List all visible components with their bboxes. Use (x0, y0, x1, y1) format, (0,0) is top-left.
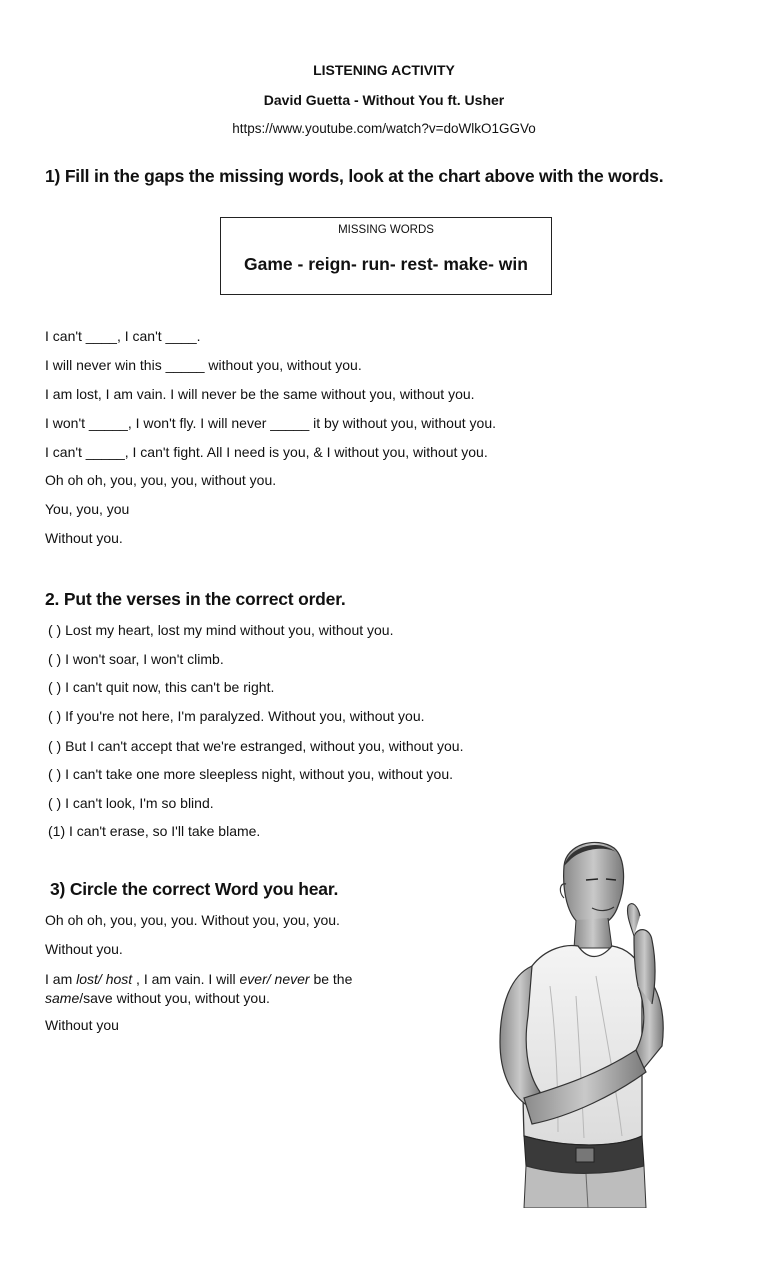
verse-item: ( ) I can't look, I'm so blind. (48, 795, 214, 811)
man-sketch-illustration (466, 836, 698, 1208)
missing-words-box (220, 217, 552, 295)
missing-words-title: MISSING WORDS (338, 224, 434, 236)
text-part: I am (45, 971, 77, 987)
lyric-line: Oh oh oh, you, you, you, without you. (45, 472, 277, 488)
verse-item: ( ) If you're not here, I'm paralyzed. Without you, without you. (48, 708, 425, 724)
text-part: /save without you, without you. (79, 990, 270, 1006)
verse-item: (1) I can't erase, so I'll take blame. (48, 823, 261, 839)
section2-heading: 2. Put the verses in the correct order. (45, 589, 346, 609)
verse-item: ( ) I can't quit now, this can't be right. (48, 679, 275, 695)
word-choice-ever-never[interactable]: ever/ never (239, 971, 310, 987)
verse-item: ( ) Lost my heart, lost my mind without you, without you. (48, 622, 394, 638)
text-part: , I am vain. I will (132, 971, 240, 987)
verse-item: ( ) But I can't accept that we're estranged, without you, without you. (48, 738, 464, 754)
word-choice-same[interactable]: same (45, 990, 80, 1006)
lyric-line: Without you. (45, 941, 123, 957)
lyric-line: You, you, you (45, 501, 130, 517)
lyric-line: I will never win this _____ without you, without you. (45, 357, 362, 373)
man-in-tank-top-sketch-icon (466, 836, 698, 1208)
lyric-line: I can't ____, I can't ____. (45, 328, 201, 344)
verse-item: ( ) I can't take one more sleepless night, without you, without you. (48, 766, 453, 782)
section3-heading: 3) Circle the correct Word you hear. (50, 879, 339, 899)
lyric-line: Oh oh oh, you, you, you. Without you, you, you. (45, 912, 340, 928)
lyric-line: I am lost, I am vain. I will never be the same without you, without you. (45, 386, 475, 402)
word-choice-lost-host[interactable]: lost/ host (76, 971, 133, 987)
song-title: David Guetta - Without You ft. Usher (263, 92, 505, 108)
worksheet-title: LISTENING ACTIVITY (313, 62, 455, 78)
lyric-line: Without you. (45, 530, 123, 546)
section1-heading: 1) Fill in the gaps the missing words, look at the chart above with the words. (45, 166, 664, 186)
lyric-line: I can't _____, I can't fight. All I need is you, & I without you, without you. (45, 444, 488, 460)
video-url: https://www.youtube.com/watch?v=doWlkO1GGVo (232, 121, 536, 136)
circle-word-line (45, 970, 390, 1008)
missing-words-list: Game - reign- run- rest- make- win (244, 254, 528, 274)
text-part: be the (309, 971, 353, 987)
lyric-line: Without you (45, 1017, 119, 1033)
verse-item: ( ) I won't soar, I won't climb. (48, 651, 224, 667)
lyric-line: I won't _____, I won't fly. I will never _____ it by without you, without you. (45, 415, 496, 431)
